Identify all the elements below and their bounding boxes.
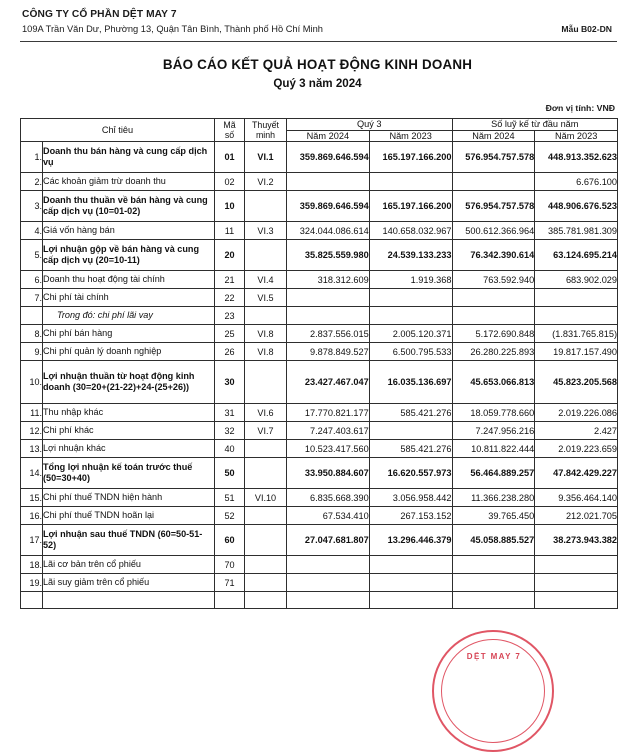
row-value-quarter-2024: 27.047.681.807 [287,525,370,556]
row-note-ref [245,240,287,271]
table-row [21,325,618,343]
company-seal-stamp [432,630,554,752]
currency-unit-label: Đơn vị tính: VNĐ [545,103,615,113]
row-number [21,307,43,325]
row-value-cumulative-2024: 18.059.778.660 [452,404,535,422]
row-note-ref: VI.7 [245,422,287,440]
row-number: 4. [21,222,43,240]
header-cumulative-2023: Năm 2023 [535,130,618,142]
row-code: 60 [215,525,245,556]
row-note-ref [245,507,287,525]
table-row [21,422,618,440]
row-value-cumulative-2024: 26.280.225.893 [452,343,535,361]
row-indicator-label [43,592,215,609]
row-number: 5. [21,240,43,271]
income-statement-table [20,118,618,609]
row-value-cumulative-2024 [452,173,535,191]
row-code: 25 [215,325,245,343]
row-value-quarter-2023: 24.539.133.233 [369,240,452,271]
title-block [0,57,635,90]
row-value-cumulative-2023 [535,556,618,574]
row-note-ref: VI.5 [245,289,287,307]
row-value-cumulative-2024: 11.366.238.280 [452,489,535,507]
row-code: 51 [215,489,245,507]
table-row [21,404,618,422]
row-value-quarter-2023: 165.197.166.200 [369,191,452,222]
header-note [245,119,287,142]
row-value-quarter-2024 [287,556,370,574]
row-code: 01 [215,142,245,173]
row-value-quarter-2023: 1.919.368 [369,271,452,289]
row-code: 40 [215,440,245,458]
table-row [21,574,618,592]
row-value-cumulative-2023 [535,307,618,325]
row-value-quarter-2023 [369,289,452,307]
table-row [21,289,618,307]
row-value-quarter-2024: 33.950.884.607 [287,458,370,489]
row-code: 20 [215,240,245,271]
row-value-quarter-2024: 318.312.609 [287,271,370,289]
row-value-quarter-2023 [369,592,452,609]
row-code: 26 [215,343,245,361]
row-value-cumulative-2023: 212.021.705 [535,507,618,525]
row-value-cumulative-2023: 2.019.226.086 [535,404,618,422]
row-value-cumulative-2024: 576.954.757.578 [452,142,535,173]
row-value-quarter-2023 [369,574,452,592]
row-value-cumulative-2024: 576.954.757.578 [452,191,535,222]
table-row [21,361,618,404]
header-code-line1: Mã [223,119,236,130]
row-indicator-label: Lợi nhuận khác [43,440,215,458]
header-code [215,119,245,142]
row-value-quarter-2024: 7.247.403.617 [287,422,370,440]
row-note-ref: VI.10 [245,489,287,507]
row-value-cumulative-2023: 683.902.029 [535,271,618,289]
row-value-cumulative-2023: 385.781.981.309 [535,222,618,240]
row-value-quarter-2023: 585.421.276 [369,440,452,458]
row-indicator-label: Doanh thu thuần về bán hàng và cung cấp dịch vụ (10=01-02) [43,191,215,222]
table-row [21,142,618,173]
row-code: 71 [215,574,245,592]
row-value-quarter-2024 [287,307,370,325]
row-code: 32 [215,422,245,440]
row-code: 31 [215,404,245,422]
row-value-cumulative-2023: (1.831.765.815) [535,325,618,343]
row-value-quarter-2023: 2.005.120.371 [369,325,452,343]
row-note-ref [245,592,287,609]
table-row [21,173,618,191]
row-value-cumulative-2023: 2.019.223.659 [535,440,618,458]
row-indicator-label: Lãi suy giảm trên cổ phiếu [43,574,215,592]
table-row [21,191,618,222]
company-seal-text: DỆT MAY 7 [466,652,522,661]
row-number: 19. [21,574,43,592]
row-value-quarter-2024: 9.878.849.527 [287,343,370,361]
row-value-cumulative-2024: 76.342.390.614 [452,240,535,271]
header-note-line2: minh [255,130,276,141]
row-value-cumulative-2023 [535,592,618,609]
row-value-quarter-2024 [287,574,370,592]
header-indicator: Chỉ tiêu [21,119,215,142]
row-note-ref [245,307,287,325]
row-value-quarter-2024: 35.825.559.980 [287,240,370,271]
table-row [21,271,618,289]
row-value-quarter-2023 [369,556,452,574]
row-number: 15. [21,489,43,507]
header-group-cumulative: Số luỹ kế từ đầu năm [452,119,618,131]
row-value-quarter-2024: 324.044.086.614 [287,222,370,240]
row-code: 23 [215,307,245,325]
table-row [21,525,618,556]
row-number: 9. [21,343,43,361]
row-note-ref [245,440,287,458]
row-number [21,592,43,609]
row-value-quarter-2024 [287,592,370,609]
row-code: 11 [215,222,245,240]
row-value-cumulative-2024: 500.612.366.964 [452,222,535,240]
row-value-quarter-2023: 140.658.032.967 [369,222,452,240]
financial-table-wrapper [20,118,617,609]
row-note-ref: VI.4 [245,271,287,289]
row-value-cumulative-2023: 45.823.205.568 [535,361,618,404]
row-note-ref: VI.3 [245,222,287,240]
row-code: 02 [215,173,245,191]
row-value-cumulative-2024 [452,592,535,609]
row-value-quarter-2024: 67.534.410 [287,507,370,525]
row-code: 22 [215,289,245,307]
table-row [21,307,618,325]
row-value-quarter-2024 [287,173,370,191]
row-note-ref [245,191,287,222]
table-row [21,592,618,609]
row-value-cumulative-2024: 5.172.690.848 [452,325,535,343]
row-value-cumulative-2024 [452,289,535,307]
row-value-quarter-2024: 17.770.821.177 [287,404,370,422]
row-value-cumulative-2024 [452,307,535,325]
header-divider [20,41,617,42]
row-value-quarter-2024: 359.869.646.594 [287,191,370,222]
row-value-quarter-2023: 16.035.136.697 [369,361,452,404]
row-number: 2. [21,173,43,191]
row-value-cumulative-2023: 448.913.352.623 [535,142,618,173]
row-indicator-label: Giá vốn hàng bán [43,222,215,240]
row-value-cumulative-2023: 9.356.464.140 [535,489,618,507]
row-note-ref [245,458,287,489]
row-number: 13. [21,440,43,458]
row-value-quarter-2023: 6.500.795.533 [369,343,452,361]
row-value-cumulative-2024 [452,556,535,574]
row-code: 70 [215,556,245,574]
page-title: BÁO CÁO KẾT QUẢ HOẠT ĐỘNG KINH DOANH [162,57,473,72]
row-value-quarter-2024 [287,289,370,307]
row-code: 10 [215,191,245,222]
row-indicator-label: Doanh thu hoạt động tài chính [43,271,215,289]
row-code: 21 [215,271,245,289]
letterhead [22,9,612,34]
row-indicator-label: Thu nhập khác [43,404,215,422]
header-quarter-2024: Năm 2024 [287,130,370,142]
row-value-cumulative-2024: 10.811.822.444 [452,440,535,458]
row-value-cumulative-2024 [452,574,535,592]
row-value-cumulative-2024: 45.653.066.813 [452,361,535,404]
table-row [21,507,618,525]
row-indicator-label: Lãi cơ bản trên cổ phiếu [43,556,215,574]
row-value-cumulative-2023 [535,574,618,592]
row-value-cumulative-2024: 56.464.889.257 [452,458,535,489]
form-code: Mẫu B02-DN [561,24,612,34]
row-number: 6. [21,271,43,289]
row-value-cumulative-2023: 2.427 [535,422,618,440]
header-quarter-2023: Năm 2023 [369,130,452,142]
row-value-quarter-2023: 165.197.166.200 [369,142,452,173]
row-number: 14. [21,458,43,489]
table-row [21,343,618,361]
row-code [215,592,245,609]
row-value-quarter-2024: 10.523.417.560 [287,440,370,458]
row-value-cumulative-2023: 6.676.100 [535,173,618,191]
row-code: 52 [215,507,245,525]
row-value-quarter-2024: 2.837.556.015 [287,325,370,343]
row-indicator-label: Tổng lợi nhuận kế toán trước thuế (50=30+40) [43,458,215,489]
table-row [21,440,618,458]
row-value-cumulative-2024: 763.592.940 [452,271,535,289]
row-number: 3. [21,191,43,222]
row-indicator-label: Chi phí khác [43,422,215,440]
row-value-cumulative-2023: 19.817.157.490 [535,343,618,361]
row-note-ref: VI.1 [245,142,287,173]
row-code: 50 [215,458,245,489]
row-indicator-label: Chi phí bán hàng [43,325,215,343]
row-value-quarter-2023: 585.421.276 [369,404,452,422]
row-value-quarter-2024: 23.427.467.047 [287,361,370,404]
company-address: 109A Trần Văn Dư, Phường 13, Quận Tân Bình, Thành phố Hồ Chí Minh [22,24,323,34]
row-indicator-label: Chi phí thuế TNDN hiện hành [43,489,215,507]
row-note-ref [245,556,287,574]
row-number: 7. [21,289,43,307]
page-subtitle: Quý 3 năm 2024 [273,77,362,90]
table-row [21,489,618,507]
row-value-cumulative-2023 [535,289,618,307]
row-indicator-label: Lợi nhuận sau thuế TNDN (60=50-51-52) [43,525,215,556]
row-indicator-label: Lợi nhuận gộp về bán hàng và cung cấp dịch vụ (20=10-11) [43,240,215,271]
table-row [21,556,618,574]
row-value-quarter-2023: 267.153.152 [369,507,452,525]
header-group-quarter: Quý 3 [287,119,453,131]
row-number: 17. [21,525,43,556]
row-code: 30 [215,361,245,404]
row-number: 10. [21,361,43,404]
table-row [21,240,618,271]
row-value-quarter-2023 [369,173,452,191]
row-value-cumulative-2023: 47.842.429.227 [535,458,618,489]
row-value-cumulative-2023: 63.124.695.214 [535,240,618,271]
row-note-ref [245,525,287,556]
table-body [21,142,618,609]
row-value-cumulative-2024: 7.247.956.216 [452,422,535,440]
table-head [21,119,618,142]
row-value-quarter-2023: 3.056.958.442 [369,489,452,507]
row-indicator-label: Chi phí thuế TNDN hoãn lại [43,507,215,525]
row-number: 1. [21,142,43,173]
row-number: 12. [21,422,43,440]
row-value-quarter-2024: 6.835.668.390 [287,489,370,507]
company-name: CÔNG TY CỔ PHẦN DỆT MAY 7 [22,9,177,20]
row-number: 18. [21,556,43,574]
row-number: 16. [21,507,43,525]
row-indicator-label: Chi phí tài chính [43,289,215,307]
row-note-ref: VI.8 [245,325,287,343]
row-indicator-label: Doanh thu bán hàng và cung cấp dịch vụ [43,142,215,173]
row-value-cumulative-2023: 448.906.676.523 [535,191,618,222]
table-row [21,222,618,240]
row-note-ref: VI.8 [245,343,287,361]
row-value-quarter-2023: 13.296.446.379 [369,525,452,556]
table-row [21,458,618,489]
row-indicator-label: Chi phí quản lý doanh nghiệp [43,343,215,361]
row-number: 11. [21,404,43,422]
row-value-quarter-2023 [369,307,452,325]
row-value-cumulative-2024: 39.765.450 [452,507,535,525]
row-note-ref: VI.2 [245,173,287,191]
row-value-cumulative-2024: 45.058.885.527 [452,525,535,556]
header-cumulative-2024: Năm 2024 [452,130,535,142]
header-code-line2: số [224,130,235,141]
row-value-quarter-2023 [369,422,452,440]
row-number: 8. [21,325,43,343]
row-value-cumulative-2023: 38.273.943.382 [535,525,618,556]
row-note-ref: VI.6 [245,404,287,422]
table-header-row-1 [21,119,618,131]
row-value-quarter-2024: 359.869.646.594 [287,142,370,173]
row-value-quarter-2023: 16.620.557.973 [369,458,452,489]
header-note-line1: Thuyết [252,119,279,130]
row-indicator-label: Lợi nhuận thuần từ hoạt động kinh doanh (30=20+(21-22)+24-(25+26)) [43,361,215,404]
row-indicator-label: Các khoản giảm trừ doanh thu [43,173,215,191]
row-note-ref [245,361,287,404]
row-note-ref [245,574,287,592]
row-indicator-label: Trong đó: chi phí lãi vay [43,307,215,325]
